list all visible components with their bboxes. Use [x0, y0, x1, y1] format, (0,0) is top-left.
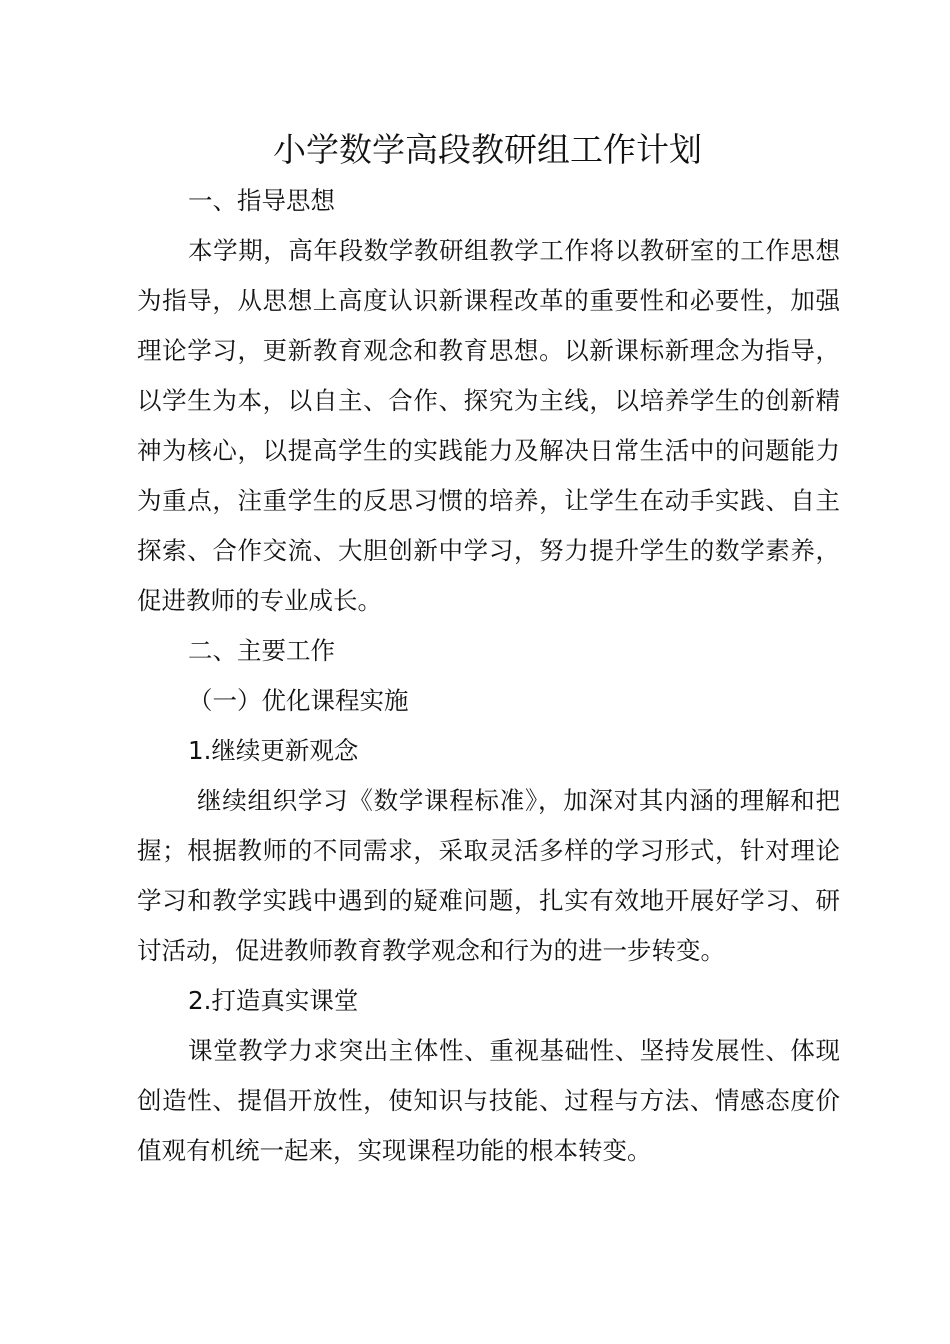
paragraph-guiding-ideology: 本学期，高年段数学教研组教学工作将以教研室的工作思想为指导，从思想上高度认识新课程改革的重要性和必要性，加强理论学习，更新教育观念和教育思想。以新课标新理念为指导，以学生为本，以自主、合作、探究为主线，以培养学生的创新精神为核心，以提高学生的实践能力及解决日常生活中的问题能力为重点，注重学生的反思习惯的培养，让学生在动手实践、自主探索、合作交流、大胆创新中学习，努力提升学生的数学素养，促进教师的专业成长。	[137, 236, 840, 615]
section-heading-main-work: 二、主要工作	[188, 636, 335, 665]
document-body	[137, 176, 840, 1176]
section-heading-guiding-ideology: 一、指导思想	[188, 186, 335, 215]
document-title: 小学数学高段教研组工作计划	[273, 130, 702, 169]
item-heading-real-classroom: 2.打造真实课堂	[188, 986, 359, 1015]
subsection-heading-optimize-curriculum: （一）优化课程实施	[188, 686, 409, 715]
item-heading-update-concepts: 1.继续更新观念	[188, 736, 359, 765]
paragraph-update-concepts: 继续组织学习《数学课程标准》，加深对其内涵的理解和把握；根据教师的不同需求，采取灵活多样的学习形式，针对理论学习和教学实践中遇到的疑难问题，扎实有效地开展好学习、研讨活动，促进教师教育教学观念和行为的进一步转变。	[137, 786, 840, 965]
paragraph-real-classroom: 课堂教学力求突出主体性、重视基础性、坚持发展性、体现创造性、提倡开放性，使知识与技能、过程与方法、情感态度价值观有机统一起来，实现课程功能的根本转变。	[137, 1036, 840, 1165]
